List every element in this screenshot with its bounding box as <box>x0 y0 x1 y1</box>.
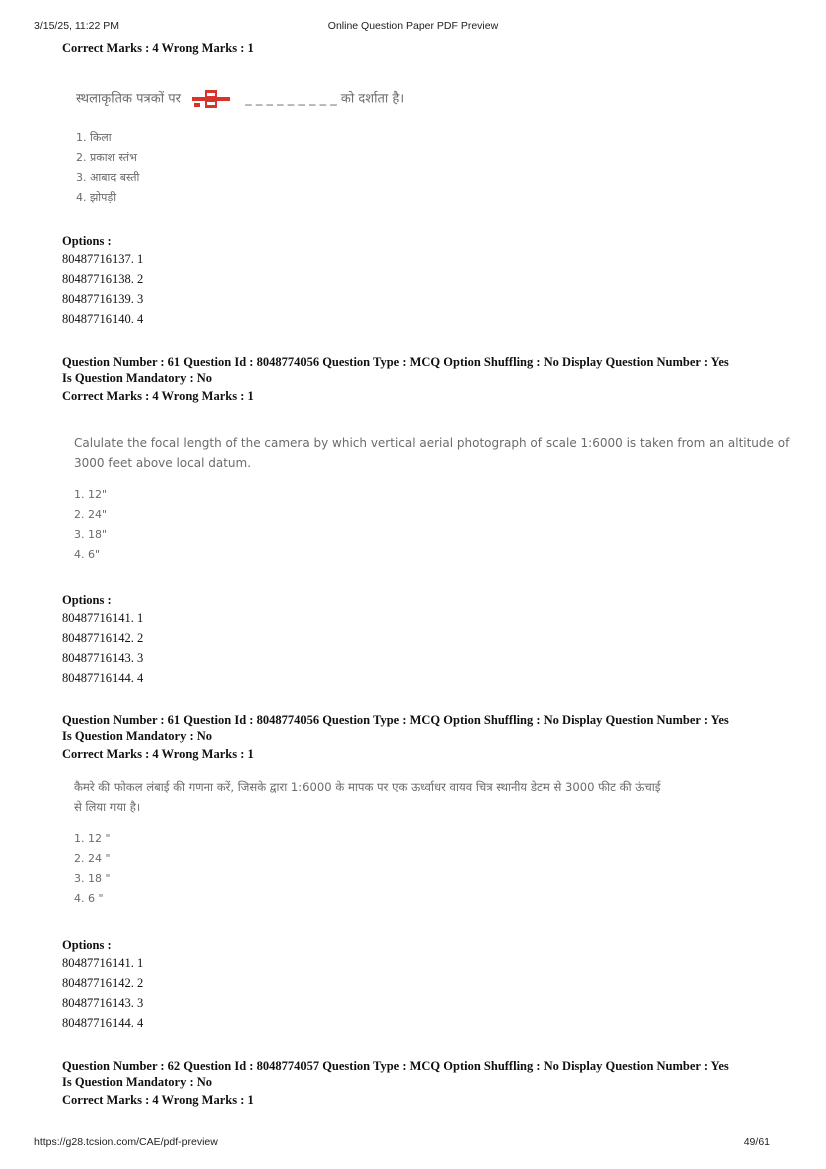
page-number: 49/61 <box>743 1136 770 1148</box>
option-item: 80487716142. 2 <box>62 976 144 990</box>
options-list <box>62 608 143 688</box>
question-text: स्थलाकृतिक पत्रकों पर _ _ _ _ _ _ _ _ _ को दर्शाता है। <box>76 88 404 110</box>
option-item: 80487716140. 4 <box>62 312 144 326</box>
option-item: 80487716141. 1 <box>62 611 144 625</box>
question-text: Calulate the focal length of the camera by which vertical aerial photograph of scale 1:6000 is taken from an altitude of <box>74 436 790 450</box>
options-label: Options : <box>62 234 112 248</box>
option-item: 80487716137. 1 <box>62 252 144 266</box>
choice-item: 3. आबाद बस्ती <box>76 171 140 184</box>
choice-item: 4. 6 " <box>74 892 104 905</box>
choice-item: 3. 18 " <box>74 872 111 885</box>
question-image <box>74 433 789 565</box>
question-meta: Question Number : 61 Question Id : 8048774056 Question Type : MCQ Option Shuffling : No Display Question Number : Yes Is Question Mandatory : No Correct Marks : 4 Wrong Marks : 1 <box>62 713 729 761</box>
choice-item: 2. 24 " <box>74 852 111 865</box>
choice-item: 4. 6" <box>74 548 101 561</box>
option-item: 80487716139. 3 <box>62 292 144 306</box>
choice-item: 1. किला <box>76 131 112 144</box>
choice-item: 2. 24" <box>74 508 108 521</box>
option-item: 80487716143. 3 <box>62 651 144 665</box>
marks-line: Correct Marks : 4 Wrong Marks : 1 <box>62 41 254 55</box>
choice-item: 3. 18" <box>74 528 108 541</box>
options-list <box>62 953 143 1033</box>
print-title: Online Question Paper PDF Preview <box>327 20 499 32</box>
option-item: 80487716141. 1 <box>62 956 144 970</box>
options-list <box>62 249 143 329</box>
print-datetime: 3/15/25, 11:22 PM <box>34 20 120 32</box>
question-image <box>74 777 660 909</box>
question-text: कैमरे की फोकल लंबाई की गणना करें, जिसके द्वारा 1:6000 के मापक पर एक ऊर्ध्वाधर वायव चित्र स्थानीय डेटम से 3000 फीट की ऊंचाई <box>74 780 661 794</box>
options-label: Options : <box>62 938 112 952</box>
choice-item: 1. 12" <box>74 488 108 501</box>
lighthouse-map-symbol-icon <box>191 88 231 110</box>
question-meta: Question Number : 62 Question Id : 8048774057 Question Type : MCQ Option Shuffling : No Display Question Number : Yes Is Question Mandatory : No Correct Marks : 4 Wrong Marks : 1 <box>62 1059 729 1107</box>
question-meta: Question Number : 61 Question Id : 8048774056 Question Type : MCQ Option Shuffling : No Display Question Number : Yes Is Question Mandatory : No Correct Marks : 4 Wrong Marks : 1 <box>62 355 729 403</box>
page-url: https://g28.tcsion.com/CAE/pdf-preview <box>34 1136 218 1148</box>
options-label: Options : <box>62 593 112 607</box>
choice-item: 4. झोपड़ी <box>76 191 117 204</box>
option-item: 80487716138. 2 <box>62 272 144 286</box>
option-item: 80487716143. 3 <box>62 996 144 1010</box>
option-item: 80487716142. 2 <box>62 631 144 645</box>
question-text: 3000 feet above local datum. <box>74 456 252 470</box>
choice-item: 1. 12 " <box>74 832 111 845</box>
choice-item: 2. प्रकाश स्तंभ <box>76 151 137 164</box>
option-item: 80487716144. 4 <box>62 1016 144 1030</box>
question-text: से लिया गया है। <box>74 800 141 814</box>
option-item: 80487716144. 4 <box>62 671 144 685</box>
question-image <box>76 88 404 208</box>
